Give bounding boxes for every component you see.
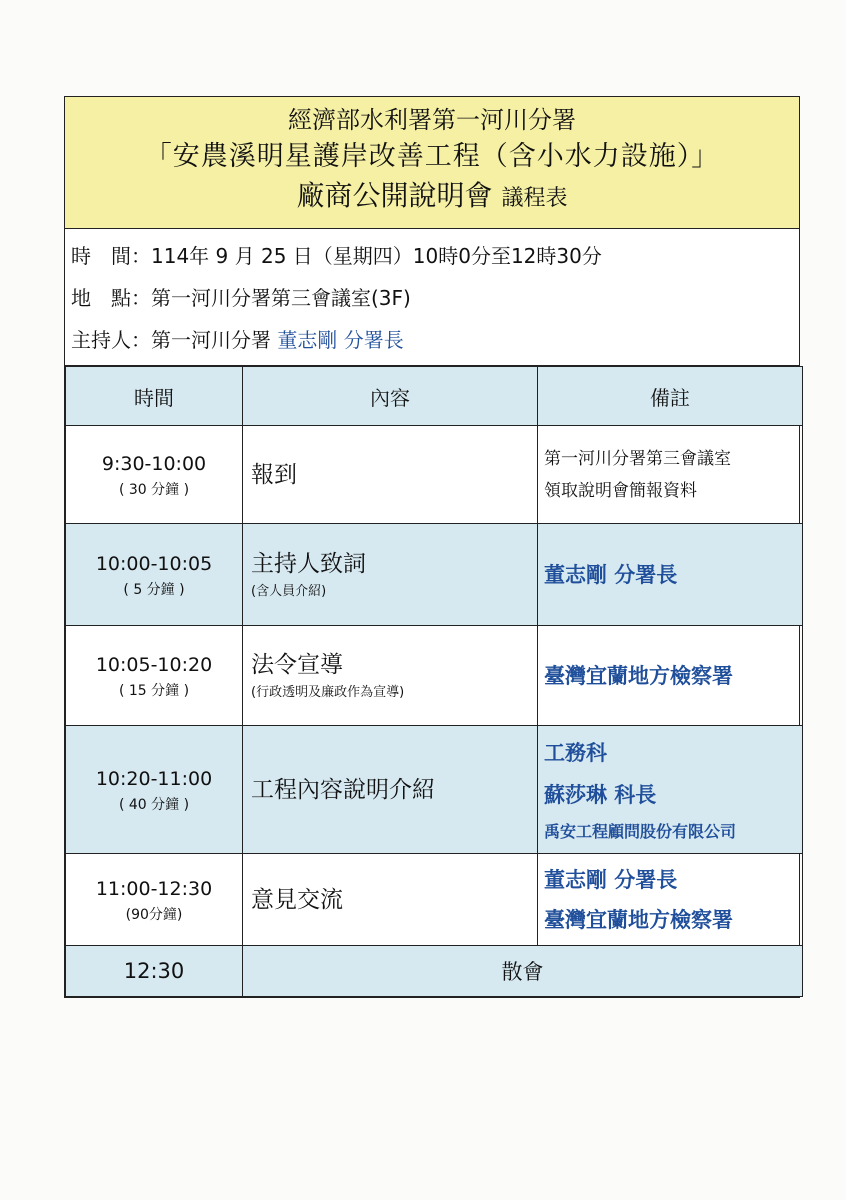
end-label: 散會	[243, 946, 803, 997]
agenda-table	[65, 366, 803, 997]
row-note: 蘇莎琳 科長	[544, 782, 657, 807]
agenda-document	[64, 96, 800, 998]
row-note: 禹安工程顧問股份有限公司	[544, 821, 737, 841]
row-time: 11:00-12:30	[95, 877, 213, 900]
row-time: 9:30-10:00	[101, 452, 207, 475]
row-note: 臺灣宜蘭地方檢察署	[544, 907, 733, 932]
meeting-place	[71, 277, 799, 319]
row-content-cell	[243, 726, 538, 854]
row-content-cell	[243, 524, 538, 626]
row-content-sub: (含人員介紹)	[251, 583, 327, 599]
row-content-cell	[243, 426, 538, 524]
row-note: 臺灣宜蘭地方檢察署	[544, 663, 733, 688]
row-notes-cell	[538, 626, 803, 726]
row-notes-cell	[538, 726, 803, 854]
agency-name: 經濟部水利署第一河川分署	[288, 106, 576, 134]
table-row	[66, 726, 803, 854]
meeting-time-value: 114年 9 月 25 日（星期四）10時0分至12時30分	[151, 244, 602, 268]
row-duration: ( 30 分鐘 )	[118, 481, 190, 498]
row-notes-cell	[538, 854, 803, 946]
meeting-host-org: 第一河川分署	[151, 328, 271, 352]
row-time: 10:05-10:20	[95, 653, 213, 676]
table-row	[66, 426, 803, 524]
project-name: 「安農溪明星護岸改善工程（含小水力設施）」	[144, 141, 720, 172]
row-note: 董志剛 分署長	[544, 867, 678, 892]
row-duration: ( 15 分鐘 )	[118, 682, 190, 699]
header-notes: 備註	[538, 367, 803, 426]
row-note: 領取說明會簡報資料	[544, 480, 697, 501]
header-time: 時間	[66, 367, 243, 426]
row-content: 報到	[251, 461, 297, 488]
document-title-suffix: 議程表	[501, 186, 568, 211]
row-content: 工程內容說明介紹	[251, 776, 435, 803]
row-time-cell	[66, 426, 243, 524]
row-content: 主持人致詞	[251, 550, 366, 577]
document-title	[65, 177, 799, 218]
row-content-cell	[243, 854, 538, 946]
row-notes-cell	[538, 426, 803, 524]
table-end-row	[66, 946, 803, 997]
row-time-cell	[66, 626, 243, 726]
meeting-host-name: 董志剛 分署長	[277, 328, 404, 352]
row-duration: (90分鐘)	[125, 906, 183, 923]
table-row	[66, 524, 803, 626]
table-header-row	[66, 367, 803, 426]
meeting-info	[65, 229, 799, 366]
row-duration: ( 40 分鐘 )	[118, 796, 190, 813]
document-title-main: 廠商公開說明會	[296, 179, 493, 212]
table-row	[66, 854, 803, 946]
meeting-place-label: 地 點：	[71, 286, 151, 310]
row-note: 工務科	[544, 740, 607, 765]
row-time: 10:00-10:05	[95, 552, 213, 575]
meeting-time-label: 時 間：	[71, 244, 151, 268]
meeting-host-label: 主持人：	[71, 328, 151, 352]
row-content-sub: (行政透明及廉政作為宣導)	[251, 684, 405, 700]
meeting-host	[71, 319, 799, 361]
row-duration: ( 5 分鐘 )	[123, 581, 185, 598]
row-content: 法令宣導	[251, 651, 343, 678]
title-block	[65, 97, 799, 229]
table-row	[66, 626, 803, 726]
row-note: 第一河川分署第三會議室	[544, 448, 731, 469]
row-time-cell	[66, 854, 243, 946]
row-content-cell	[243, 626, 538, 726]
end-time: 12:30	[66, 946, 243, 997]
meeting-place-value: 第一河川分署第三會議室(3F)	[151, 286, 411, 310]
header-content: 內容	[243, 367, 538, 426]
row-time: 10:20-11:00	[95, 767, 213, 790]
row-content: 意見交流	[251, 886, 343, 913]
meeting-time	[71, 235, 799, 277]
row-time-cell	[66, 524, 243, 626]
row-notes-cell	[538, 524, 803, 626]
row-note: 董志剛 分署長	[544, 562, 678, 587]
row-time-cell	[66, 726, 243, 854]
